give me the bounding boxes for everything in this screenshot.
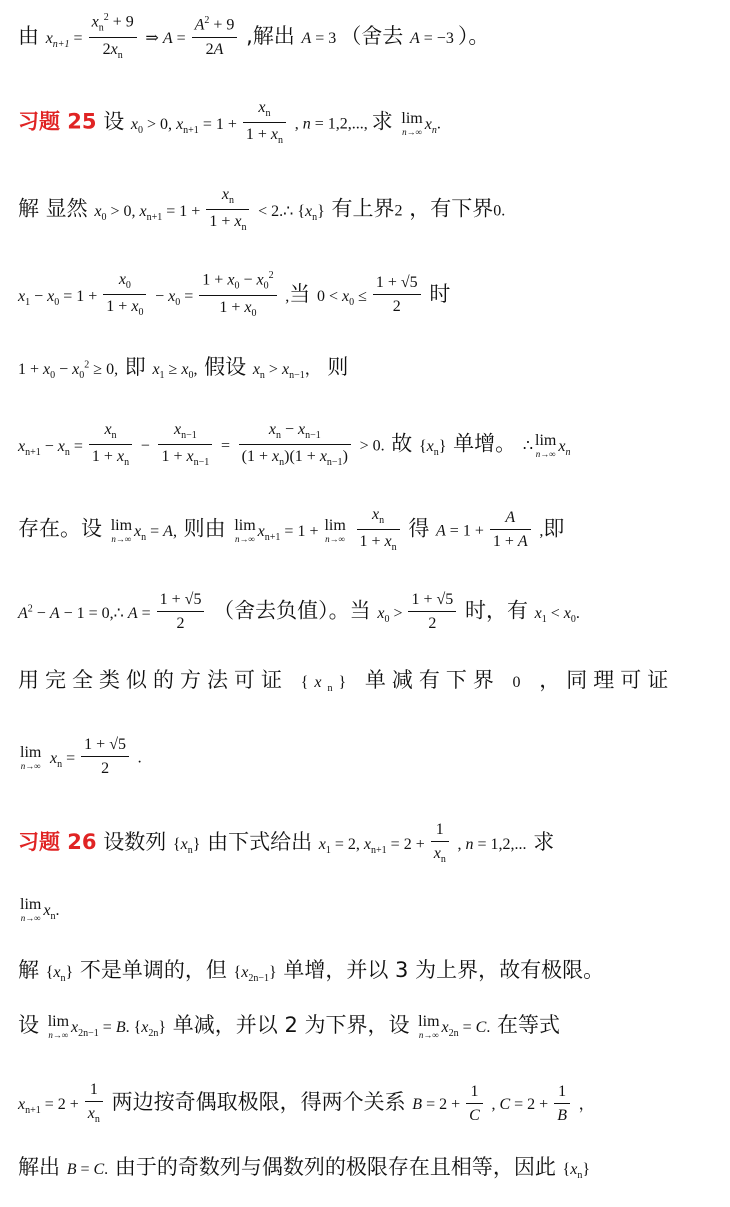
line-13: 解 $\{x_n\}$ 不是单调的，但 $\{x_{2n-1}\}$ 单增，并以 3 为上界，故有极限。	[18, 958, 605, 985]
limit: lim n→∞	[234, 516, 256, 544]
line-5: $1 + x_0 - x_0^2 \ge 0$, 即 $x_1 \ge x_0$, 假设 $x_n > x_{n-1}$， 则	[18, 355, 349, 382]
fraction: $\frac{x_{n-1}}{1 + x_{n-1}}$	[158, 420, 212, 469]
line-11: 习题 26 设数列 $\{x_n\}$ 由下式给出 $x_1 = 2$, $x_{n+1} = 2$ + $\frac{1}{x_n}$ , n = 1,2,... 求	[18, 821, 555, 866]
line-1: 由 $x_{n+1}$ = $\frac{x_n^2 + 9}{2x_n}$ ⇒ A = $\frac{A^2 + 9}{2A}$ ,解出 A = 3 （舍去 A = −3 ）。	[18, 12, 490, 61]
limit: lim n→∞	[20, 743, 42, 771]
line-12: lim n→∞ $x_n$.	[20, 896, 60, 924]
line-9: 用完全类似的方法可证 $\{x_n\}$ 单减有下界 0 ，同理可证	[18, 668, 675, 695]
line-7: 存在。设 lim n→∞ $x_n = A$, 则由 lim n→∞ $x_{n+1} = 1 + \lim$ n→∞ $\frac{x_n}{1 + x_n}$ 得 A = 1 + $\frac{A}{1 + A}$ ,即	[18, 506, 565, 554]
limit: lim n→∞	[324, 516, 346, 544]
fraction: $\frac{1 + √5}{2}$	[157, 590, 205, 633]
line-4: $x_1 - x_0 = 1$ + $\frac{x_0}{1 + x_0}$ − $x_0$ = $\frac{1 + x_0 - x_0^2}{1 + x_0}$ ,当 $0 < x_0$ ≤ $\frac{1 + √5}{2}$ 时	[18, 270, 451, 319]
fraction: $\frac{x_n}{1 + x_n}$	[206, 185, 249, 234]
line-16: 解出 B = C. 由于的奇数列与偶数列的极限存在且相等，因此 $\{x_n\}$	[18, 1155, 591, 1182]
limit: lim n→∞	[110, 516, 133, 544]
exercise-label: 习题 25	[18, 109, 97, 134]
line-15: $x_{n+1} = 2$ + $\frac{1}{x_n}$ 两边按奇偶取极限，得两个关系 B = 2 + $\frac{1}{C}$ , C = 2 + $\frac{1}{B}$ ，	[18, 1081, 595, 1126]
line-8: $A^2 - A - 1$ = 0,∴ A = $\frac{1 + √5}{2}$ （舍去负值）。当 $x_0$ > $\frac{1 + √5}{2}$ 时，有 $x_1 < x_0$.	[18, 591, 580, 633]
fraction: $\frac{A}{1 + A}$	[490, 508, 531, 551]
fraction: $\frac{1}{C}$	[466, 1082, 483, 1125]
line-3: 解 显然 $x_0 > 0$, $x_{n+1} = 1$ + $\frac{x_n}{1 + x_n}$ < 2.∴ $\{x_n\}$ 有上界2 ，有下界0.	[18, 186, 506, 234]
line-14: 设 lim n→∞ $x_{2n-1} = B$. $\{x_{2n}\}$ 单减，并以 2 为下界，设 lim n→∞ $x_{2n} = C$. 在等式	[18, 1013, 561, 1041]
fraction: $\frac{A^2 + 9}{2A}$	[192, 15, 238, 59]
fraction: $\frac{1}{B}$	[554, 1082, 570, 1125]
line-10: lim n→∞ $x_n$ = $\frac{1 + √5}{2}$ .	[20, 736, 142, 778]
exercise-label: 习题 26	[18, 830, 97, 855]
limit: lim n→∞	[47, 1013, 70, 1041]
fraction: $\frac{1 + √5}{2}$	[408, 590, 456, 633]
fraction: $\frac{1 + √5}{2}$	[81, 735, 129, 778]
fraction: $\frac{1}{x_n}$	[85, 1080, 103, 1126]
fraction: $\frac{x_n}{1 + x_n}$	[89, 420, 132, 469]
fraction: $\frac{x_0}{1 + x_0}$	[103, 270, 146, 319]
limit: lim n→∞	[418, 1013, 440, 1041]
fraction: $\frac{x_n^2 + 9}{2x_n}$	[89, 12, 137, 62]
limit: lim n→∞	[20, 896, 42, 924]
fraction: $\frac{1}{x_n}$	[431, 820, 449, 866]
fraction: $\frac{x_n}{1 + x_n}$	[357, 505, 400, 554]
line-2: 习题 25 设 $x_0 > 0$, $x_{n+1} = 1$ + $\frac{x_n}{1 + x_n}$ , n = 1,2,..., 求 lim n→∞ $x_n$.	[18, 99, 441, 147]
limit: lim n→∞	[535, 431, 557, 459]
limit: lim n→∞	[401, 109, 423, 137]
fraction: $\frac{x_n}{1 + x_n}$	[243, 98, 286, 147]
fraction: $\frac{1 + x_0 - x_0^2}{1 + x_0}$	[199, 270, 276, 320]
fraction: $\frac{x_n - x_{n-1}}{(1 + x_n)(1 + x_{n-1})}$	[239, 420, 351, 469]
fraction: $\frac{1 + √5}{2}$	[373, 273, 421, 316]
line-6: $x_{n+1} - x_n$ = $\frac{x_n}{1 + x_n}$ − $\frac{x_{n-1}}{1 + x_{n-1}}$ = $\frac{x_n - x_{n-1}}{(1 + x_n)(1 + x_{n-1})}$ > 0. 故 $\{x_n\}$ 单增。 ∴ lim n→∞ $x_n$	[18, 421, 571, 469]
